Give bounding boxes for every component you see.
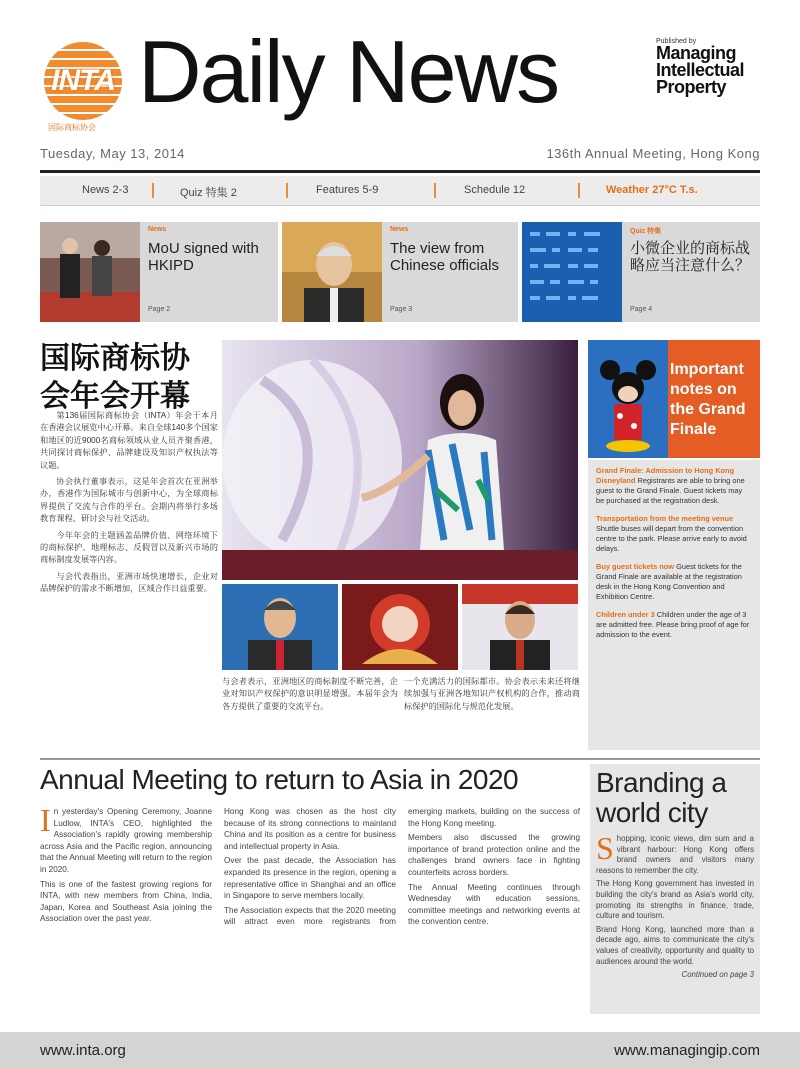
published-by-label: Published by (656, 38, 697, 45)
teaser-title: MoU signed with HKIPD (148, 240, 259, 274)
note-item (596, 562, 752, 602)
teaser-page: Page 3 (390, 306, 413, 313)
nav-divider (152, 183, 154, 198)
chinese-paragraph: 与会代表指出，亚洲市场快速增长，企业对品牌保护的需求不断增加，区域合作日益重要。 (40, 571, 218, 594)
publisher-line-2: Intellectual (656, 60, 745, 80)
note-item (596, 514, 752, 554)
branding-paragraph: The Hong Kong government has invested in building the city's brand as Asia's world city, promoting its strengths in finance, trade, culture and tourism. (596, 879, 754, 921)
note-heading: Transportation from the meeting venue (596, 514, 734, 523)
speaker-photo-2 (462, 584, 578, 670)
teaser-chinese-officials[interactable] (282, 222, 518, 322)
note-text: Guest tickets for the Grand Finale are available at the registration desk in the Hong Kong Convention and Exhibition Centre. (596, 562, 742, 601)
branding-body (596, 830, 754, 981)
teaser-photo (40, 222, 140, 322)
teaser-page: Page 4 (630, 306, 653, 313)
chinese-headline: 国际商标协会年会开幕 (40, 341, 190, 414)
logo-text: INTA (51, 64, 115, 97)
article-paragraph: Members also discussed the growing importance of brand protection online and the challenges brand owners face in fighting counterfeits across borders. (408, 833, 580, 877)
masthead-rule (40, 170, 760, 173)
nav-features[interactable]: Features 5-9 (316, 184, 379, 196)
note-text: Registrants are able to bring one guest to the Grand Finale. Guest tickets may be purchased at the registration desk. (596, 476, 745, 505)
grand-finale-notes (588, 460, 760, 750)
teaser-tag: News (148, 226, 167, 233)
teaser-mou[interactable] (40, 222, 278, 322)
chinese-paragraph: 第136届国际商标协会（INTA）年会于本月在香港会议展览中心开幕。来自全球140多个国家和地区的近9000名商标领域从业人员齐聚香港，共同探讨商标保护、品牌建设及知识产权执法等议题。 (40, 411, 218, 470)
managingip-url-link[interactable]: www.managingip.com (614, 1042, 760, 1059)
footer-bar (0, 1032, 800, 1068)
inta-url-link[interactable]: www.inta.org (40, 1042, 126, 1059)
publisher-block (656, 38, 766, 96)
article-paragraph: Over the past decade, the Association has expanded its presence in the region, opening a representative office in Shanghai and an office in Singapore to serve members locally. (224, 856, 396, 901)
branding-paragraph: Brand Hong Kong, launched more than a decade ago, aims to communicate the city's values of creativity, opportunity and quality to audiences around the world. (596, 924, 754, 966)
drop-cap: I (40, 806, 51, 838)
teaser-photo (522, 222, 622, 322)
chinese-paragraph: 今年年会的主题涵盖品牌价值、网络环境下的商标保护、地理标志、反假冒以及新兴市场的商标制度发展等内容。 (40, 530, 218, 565)
note-text: Shuttle buses will depart from the convention centre to the park. Please arrive early to avoid delays. (596, 524, 747, 553)
article-paragraph: The Annual Meeting continues through Wednesday with education sessions, committee meetings and networking events at the convention centre. (408, 882, 580, 927)
branding-paragraph (596, 830, 754, 876)
chinese-paragraph: 协会执行董事表示，这是年会首次在亚洲举办，香港作为国际城市与创新中心，为全球商标界提供了交流与合作的平台。会期内将举行多场教育课程、研讨会与社交活动。 (40, 477, 218, 524)
article-paragraph: The Association expects that the 2020 meeting will attract even more registrants from emerging markets, building on the success of the Hong Kong meeting. (224, 807, 580, 927)
nav-weather: Weather 27°C T.s. (606, 184, 698, 196)
inta-logo (40, 42, 126, 132)
teaser-title: The view from Chinese officials (390, 240, 499, 274)
continued-note: Continued on page 3 (681, 970, 754, 980)
note-item (596, 610, 752, 640)
chinese-continued-2: 一个充满活力的国际都市。协会表示未来还将继续加强与亚洲各地知识产权机构的合作，推动商标保护的国际化与规范化发展。 (404, 677, 580, 711)
page-title: Daily News (138, 22, 559, 121)
publisher-line-1: Managing (656, 43, 736, 63)
section-nav (40, 176, 760, 206)
grand-finale-header (588, 340, 760, 458)
speaker-photo-1 (222, 584, 338, 670)
note-item (596, 466, 752, 506)
main-headline: Annual Meeting to return to Asia in 2020 (40, 764, 519, 795)
article-paragraph (40, 806, 212, 876)
chinese-body (40, 410, 218, 600)
nav-divider (286, 183, 288, 198)
teaser-photo (282, 222, 382, 322)
nav-news[interactable]: News 2-3 (82, 184, 129, 196)
section-rule (40, 758, 760, 760)
teaser-title: 小微企业的商标战略应当注意什么？ (630, 240, 751, 274)
mascot-image (588, 340, 668, 458)
publisher-line-3: Property (656, 77, 727, 97)
drop-cap: S (596, 830, 614, 866)
nav-schedule[interactable]: Schedule 12 (464, 184, 526, 196)
nav-divider (578, 183, 580, 198)
nav-divider (434, 183, 436, 198)
branding-box (590, 764, 760, 1014)
main-article-body (40, 806, 580, 1016)
note-heading: Buy guest tickets now (596, 562, 675, 571)
note-heading: Children under 3 (596, 610, 655, 619)
chinese-continued-1: 与会者表示，亚洲地区的商标制度不断完善，企业对知识产权保护的意识明显增强。本届年会为各方提供了重要的交流平台。 (222, 677, 398, 711)
branding-headline: Branding a world city (596, 767, 727, 828)
article-paragraph: Hong Kong was chosen as the host city because of its strong connections to mainland China and its position as a centre for business and intellectual property in Asia. (224, 807, 396, 851)
teaser-tag: Quiz 特集 (630, 228, 662, 235)
grand-finale-title: Important notes on the Grand Finale (670, 361, 746, 438)
opening-ceremony-photo (222, 340, 578, 580)
branding-lead: hopping, iconic views, dim sum and a vibrant harbour: Hong Kong offers brand owners and visitors many reasons to remember the city. (596, 834, 754, 875)
issue-date: Tuesday, May 13, 2014 (40, 146, 185, 161)
teaser-quiz[interactable] (522, 222, 760, 322)
note-text: Children under the age of 3 are admitted free. Please bring proof of age for admission to the event. (596, 610, 750, 639)
dateline (40, 146, 760, 166)
teaser-page: Page 2 (148, 306, 171, 313)
nav-quiz[interactable]: Quiz 特集 2 (180, 187, 237, 199)
note-heading: Grand Finale: Admission to Hong Kong Disneyland (596, 466, 735, 485)
performance-photo (342, 584, 458, 670)
meeting-label: 136th Annual Meeting, Hong Kong (546, 146, 760, 161)
teaser-tag: News (390, 226, 409, 233)
article-lead: n yesterday's Opening Ceremony, Joanne Ludlow, INTA's CEO, highlighted the Association's rapidly growing membership across Asia and the Pacific region, announcing that the Annual Meeting will return to the region in 2020. (40, 807, 212, 874)
logo-subtitle: 国际商标协会 (48, 123, 96, 132)
article-paragraph: This is one of the fastest growing regions for INTA, with new members from China, India, Japan, Korea and Southeast Asia joining the Association over the past year. (40, 879, 212, 924)
